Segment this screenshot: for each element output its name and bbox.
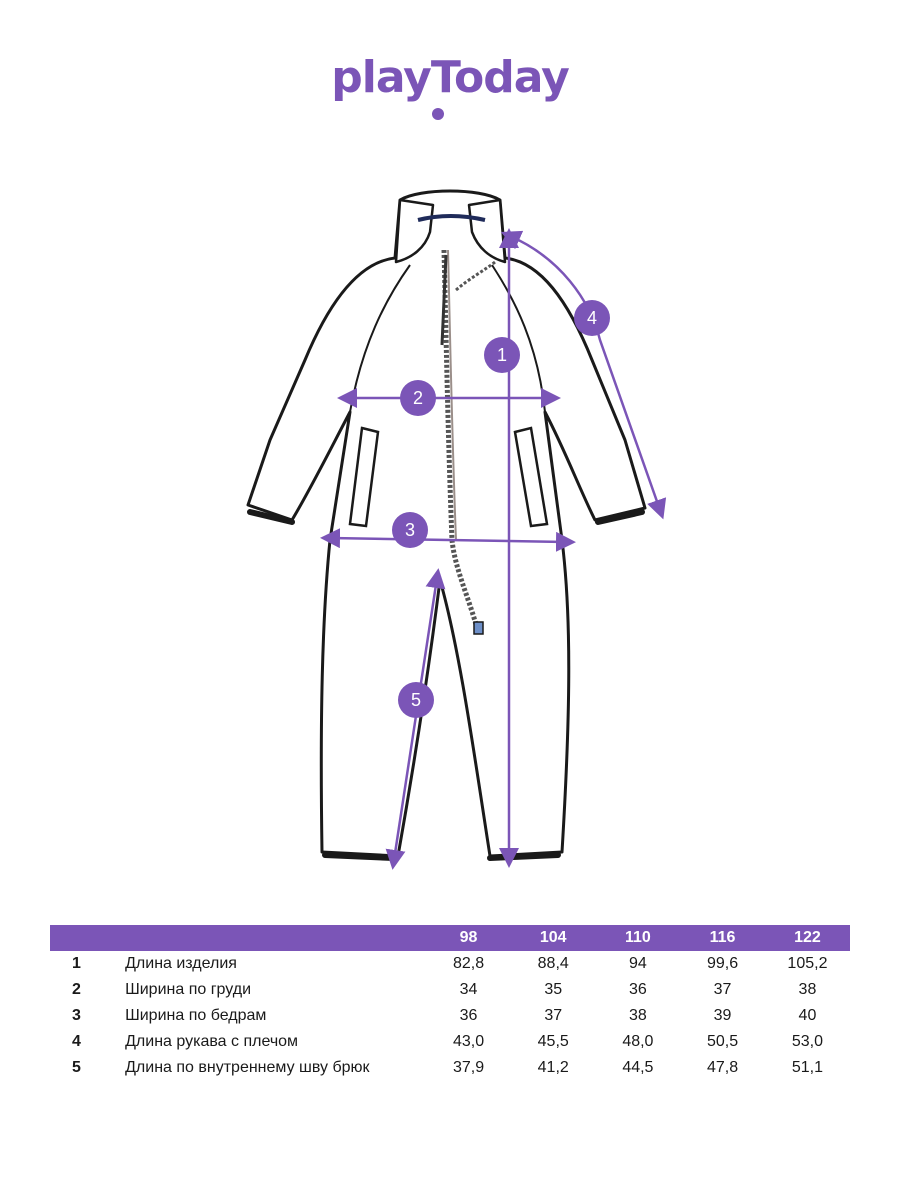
row-value: 43,0 [452,1033,485,1050]
row-value: 36 [628,981,647,998]
row-name: Ширина по груди [125,981,251,998]
svg-text:2: 2 [412,388,424,408]
row-value: 45,5 [537,1033,569,1050]
size-104-header: 104 [511,925,596,951]
header-num [50,925,125,951]
row-value: 41,2 [537,1059,569,1076]
size-table-header [50,925,850,951]
size-98-header: 98 [426,925,511,951]
row-value: 34 [459,981,478,998]
row-value: 37 [544,1007,563,1024]
row-value: 53,0 [791,1033,824,1050]
row-value: 36 [459,1007,478,1024]
row-value: 99,6 [706,955,739,972]
row-value: 51,1 [791,1059,824,1076]
size-110-header: 110 [596,925,681,951]
row-name: Длина изделия [125,955,237,972]
row-value: 105,2 [787,955,828,972]
row-value: 48,0 [622,1033,654,1050]
row-num: 5 [72,1059,81,1076]
size-116-header: 116 [680,925,765,951]
row-value: 37 [713,981,732,998]
header-name [125,925,426,951]
marker-1 [484,337,520,373]
row-value: 47,8 [706,1059,739,1076]
svg-text:3: 3 [404,520,416,540]
row-value: 82,8 [452,955,485,972]
row-value: 35 [544,981,563,998]
row-num: 3 [72,1007,81,1024]
brand-logo: playToday [331,52,569,103]
row-name: Ширина по бедрам [125,1007,267,1024]
row-num: 2 [72,981,81,998]
table-row [50,977,850,1003]
row-num: 1 [72,955,81,972]
row-value: 37,9 [452,1059,485,1076]
size-122-header: 122 [765,925,850,951]
row-value: 44,5 [622,1059,654,1076]
row-value: 40 [798,1007,817,1024]
marker-2 [400,380,436,416]
row-value: 88,4 [537,955,569,972]
svg-text:5: 5 [410,690,422,710]
svg-text:4: 4 [586,308,598,328]
row-value: 94 [628,955,647,972]
row-name: Длина рукава с плечом [125,1033,299,1050]
row-num: 4 [72,1033,81,1050]
row-value: 39 [713,1007,732,1024]
row-name: Длина по внутреннему шву брюк [125,1059,370,1076]
row-value: 50,5 [706,1033,739,1050]
table-row [50,1055,850,1081]
row-value: 38 [798,981,817,998]
row-value: 38 [628,1007,647,1024]
marker-3 [392,512,428,548]
marker-5 [398,682,434,718]
size-table [50,925,850,1081]
table-row [50,1003,850,1029]
marker-4 [574,300,610,336]
svg-text:1: 1 [496,345,508,365]
table-row [50,951,850,977]
table-row [50,1029,850,1055]
